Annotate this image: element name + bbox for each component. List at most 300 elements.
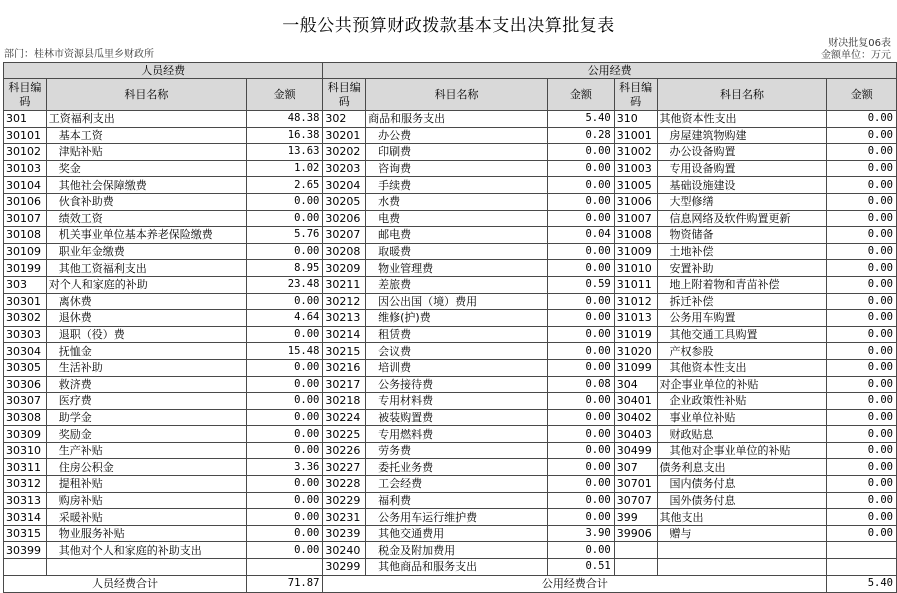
public-b-code-cell: 31020 bbox=[614, 343, 657, 360]
public-a-name-cell: 被装购置费 bbox=[366, 409, 548, 426]
personnel-amount-cell: 1.02 bbox=[246, 160, 322, 177]
personnel-name-cell: 伙食补助费 bbox=[46, 193, 246, 210]
public-b-name-cell: 其他支出 bbox=[657, 509, 827, 526]
public-b-code-cell: 30403 bbox=[614, 426, 657, 443]
personnel-name-cell: 绩效工资 bbox=[46, 210, 246, 227]
public-a-name-cell: 手续费 bbox=[366, 177, 548, 194]
public-a-name-cell: 因公出国（境）费用 bbox=[366, 293, 548, 310]
report-title: 一般公共预算财政拨款基本支出决算批复表 bbox=[282, 16, 615, 36]
personnel-name-cell: 采暖补贴 bbox=[46, 509, 246, 526]
public-b-name-cell: 办公设备购置 bbox=[657, 144, 827, 161]
public-b-amount-cell bbox=[827, 542, 897, 559]
personnel-section-header: 人员经费 bbox=[4, 63, 323, 79]
table-row bbox=[4, 426, 897, 443]
public-b-code-cell: 31003 bbox=[614, 160, 657, 177]
public-b-name-cell: 债务利息支出 bbox=[657, 459, 827, 476]
public-a-amount-cell: 0.00 bbox=[547, 492, 614, 509]
table-row bbox=[4, 144, 897, 161]
public-b-code-cell: 399 bbox=[614, 509, 657, 526]
public-a-name-cell: 邮电费 bbox=[366, 227, 548, 244]
public-a-code-cell: 30215 bbox=[323, 343, 366, 360]
public-b-name-cell: 房屋建筑物购建 bbox=[657, 127, 827, 144]
public-a-code-cell: 30239 bbox=[323, 525, 366, 542]
column-header-code: 科目编码 bbox=[4, 79, 47, 111]
personnel-amount-cell: 0.00 bbox=[246, 393, 322, 410]
personnel-amount-cell: 5.76 bbox=[246, 227, 322, 244]
public-b-name-cell: 公务用车购置 bbox=[657, 310, 827, 327]
public-a-name-cell: 税金及附加费用 bbox=[366, 542, 548, 559]
table-row bbox=[4, 310, 897, 327]
personnel-name-cell: 工资福利支出 bbox=[46, 111, 246, 128]
personnel-amount-cell: 0.00 bbox=[246, 542, 322, 559]
public-b-code-cell: 31005 bbox=[614, 177, 657, 194]
public-b-amount-cell: 0.00 bbox=[827, 160, 897, 177]
public-b-amount-cell: 0.00 bbox=[827, 359, 897, 376]
personnel-amount-cell: 2.65 bbox=[246, 177, 322, 194]
public-b-amount-cell: 0.00 bbox=[827, 459, 897, 476]
public-a-code-cell: 30203 bbox=[323, 160, 366, 177]
personnel-name-cell: 机关事业单位基本养老保险缴费 bbox=[46, 227, 246, 244]
public-a-amount-cell: 0.00 bbox=[547, 144, 614, 161]
public-b-amount-cell: 0.00 bbox=[827, 326, 897, 343]
public-b-name-cell: 产权参股 bbox=[657, 343, 827, 360]
personnel-code-cell: 30304 bbox=[4, 343, 47, 360]
public-a-amount-cell: 5.40 bbox=[547, 111, 614, 128]
personnel-amount-cell: 3.36 bbox=[246, 459, 322, 476]
public-b-amount-cell: 0.00 bbox=[827, 111, 897, 128]
public-a-amount-cell: 0.00 bbox=[547, 177, 614, 194]
personnel-code-cell: 30108 bbox=[4, 227, 47, 244]
public-a-name-cell: 专用材料费 bbox=[366, 393, 548, 410]
public-a-amount-cell: 0.00 bbox=[547, 343, 614, 360]
personnel-name-cell: 退休费 bbox=[46, 310, 246, 327]
public-a-amount-cell: 0.00 bbox=[547, 359, 614, 376]
public-b-name-cell: 其他交通工具购置 bbox=[657, 326, 827, 343]
public-a-code-cell: 30213 bbox=[323, 310, 366, 327]
public-b-code-cell: 31011 bbox=[614, 276, 657, 293]
column-header-name: 科目名称 bbox=[46, 79, 246, 111]
personnel-code-cell: 30106 bbox=[4, 193, 47, 210]
public-a-amount-cell: 0.00 bbox=[547, 409, 614, 426]
public-a-name-cell: 公务接待费 bbox=[366, 376, 548, 393]
personnel-code-cell: 30199 bbox=[4, 260, 47, 277]
personnel-code-cell: 30303 bbox=[4, 326, 47, 343]
public-a-name-cell: 租赁费 bbox=[366, 326, 548, 343]
public-a-name-cell: 水费 bbox=[366, 193, 548, 210]
public-b-name-cell: 大型修缮 bbox=[657, 193, 827, 210]
public-a-amount-cell: 0.00 bbox=[547, 426, 614, 443]
personnel-name-cell: 退职（役）费 bbox=[46, 326, 246, 343]
public-a-name-cell: 商品和服务支出 bbox=[366, 111, 548, 128]
public-b-name-cell: 其他对企事业单位的补贴 bbox=[657, 442, 827, 459]
public-b-amount-cell: 0.00 bbox=[827, 127, 897, 144]
public-a-amount-cell: 0.00 bbox=[547, 160, 614, 177]
public-a-amount-cell: 0.59 bbox=[547, 276, 614, 293]
public-a-code-cell: 30229 bbox=[323, 492, 366, 509]
personnel-amount-cell: 0.00 bbox=[246, 193, 322, 210]
public-b-code-cell: 30499 bbox=[614, 442, 657, 459]
column-header-amount: 金额 bbox=[547, 79, 614, 111]
public-a-code-cell: 30212 bbox=[323, 293, 366, 310]
public-b-amount-cell: 0.00 bbox=[827, 426, 897, 443]
public-b-amount-cell: 0.00 bbox=[827, 409, 897, 426]
public-a-name-cell: 工会经费 bbox=[366, 476, 548, 493]
public-b-code-cell: 30707 bbox=[614, 492, 657, 509]
public-a-code-cell: 30216 bbox=[323, 359, 366, 376]
public-a-amount-cell: 0.00 bbox=[547, 542, 614, 559]
personnel-amount-cell: 16.38 bbox=[246, 127, 322, 144]
column-header-name: 科目名称 bbox=[657, 79, 827, 111]
public-b-code-cell: 39906 bbox=[614, 525, 657, 542]
public-a-name-cell: 劳务费 bbox=[366, 442, 548, 459]
personnel-name-cell: 其他社会保障缴费 bbox=[46, 177, 246, 194]
public-b-name-cell: 财政贴息 bbox=[657, 426, 827, 443]
public-b-amount-cell: 0.00 bbox=[827, 376, 897, 393]
public-a-code-cell: 30228 bbox=[323, 476, 366, 493]
personnel-code-cell: 30314 bbox=[4, 509, 47, 526]
table-row bbox=[4, 210, 897, 227]
personnel-name-cell: 职业年金缴费 bbox=[46, 243, 246, 260]
personnel-name-cell: 奖励金 bbox=[46, 426, 246, 443]
table-row bbox=[4, 509, 897, 526]
public-b-name-cell: 事业单位补贴 bbox=[657, 409, 827, 426]
personnel-code-cell: 30104 bbox=[4, 177, 47, 194]
public-a-code-cell: 30226 bbox=[323, 442, 366, 459]
public-b-code-cell: 304 bbox=[614, 376, 657, 393]
table-row bbox=[4, 177, 897, 194]
personnel-amount-cell: 0.00 bbox=[246, 243, 322, 260]
personnel-name-cell: 助学金 bbox=[46, 409, 246, 426]
public-a-amount-cell: 3.90 bbox=[547, 525, 614, 542]
public-a-name-cell: 办公费 bbox=[366, 127, 548, 144]
public-a-name-cell: 委托业务费 bbox=[366, 459, 548, 476]
public-a-name-cell: 公务用车运行维护费 bbox=[366, 509, 548, 526]
personnel-amount-cell: 0.00 bbox=[246, 509, 322, 526]
public-b-code-cell: 31008 bbox=[614, 227, 657, 244]
public-b-code-cell bbox=[614, 542, 657, 559]
personnel-code-cell: 30315 bbox=[4, 525, 47, 542]
public-b-code-cell: 310 bbox=[614, 111, 657, 128]
column-header-amount: 金额 bbox=[246, 79, 322, 111]
public-a-code-cell: 302 bbox=[323, 111, 366, 128]
personnel-code-cell: 30310 bbox=[4, 442, 47, 459]
personnel-name-cell: 住房公积金 bbox=[46, 459, 246, 476]
public-a-amount-cell: 0.00 bbox=[547, 326, 614, 343]
public-b-code-cell: 30402 bbox=[614, 409, 657, 426]
personnel-code-cell: 30399 bbox=[4, 542, 47, 559]
personnel-code-cell: 30308 bbox=[4, 409, 47, 426]
public-a-code-cell: 30207 bbox=[323, 227, 366, 244]
public-a-name-cell: 印刷费 bbox=[366, 144, 548, 161]
public-b-amount-cell: 0.00 bbox=[827, 442, 897, 459]
personnel-amount-cell: 4.64 bbox=[246, 310, 322, 327]
personnel-amount-cell bbox=[246, 559, 322, 576]
table-row bbox=[4, 260, 897, 277]
column-header-name: 科目名称 bbox=[366, 79, 548, 111]
public-b-amount-cell: 0.00 bbox=[827, 276, 897, 293]
table-row bbox=[4, 326, 897, 343]
public-a-name-cell: 专用燃料费 bbox=[366, 426, 548, 443]
public-total-label: 公用经费合计 bbox=[323, 575, 827, 592]
public-b-name-cell: 其他资本性支出 bbox=[657, 111, 827, 128]
public-b-amount-cell: 0.00 bbox=[827, 310, 897, 327]
personnel-amount-cell: 15.48 bbox=[246, 343, 322, 360]
personnel-amount-cell: 0.00 bbox=[246, 326, 322, 343]
public-b-name-cell: 国内债务付息 bbox=[657, 476, 827, 493]
personnel-name-cell: 其他工资福利支出 bbox=[46, 260, 246, 277]
table-row bbox=[4, 476, 897, 493]
personnel-code-cell: 30311 bbox=[4, 459, 47, 476]
public-a-amount-cell: 0.28 bbox=[547, 127, 614, 144]
public-b-code-cell: 307 bbox=[614, 459, 657, 476]
public-b-name-cell: 地上附着物和青苗补偿 bbox=[657, 276, 827, 293]
public-a-name-cell: 电费 bbox=[366, 210, 548, 227]
public-a-amount-cell: 0.00 bbox=[547, 293, 614, 310]
personnel-code-cell: 30309 bbox=[4, 426, 47, 443]
public-a-code-cell: 30205 bbox=[323, 193, 366, 210]
table-row bbox=[4, 276, 897, 293]
public-b-code-cell: 31010 bbox=[614, 260, 657, 277]
public-a-amount-cell: 0.00 bbox=[547, 459, 614, 476]
public-b-amount-cell: 0.00 bbox=[827, 343, 897, 360]
column-header-code: 科目编码 bbox=[614, 79, 657, 111]
personnel-name-cell bbox=[46, 559, 246, 576]
public-b-name-cell: 企业政策性补贴 bbox=[657, 393, 827, 410]
personnel-amount-cell: 13.63 bbox=[246, 144, 322, 161]
personnel-code-cell: 301 bbox=[4, 111, 47, 128]
personnel-name-cell: 生产补贴 bbox=[46, 442, 246, 459]
table-row bbox=[4, 393, 897, 410]
public-b-name-cell: 专用设备购置 bbox=[657, 160, 827, 177]
personnel-code-cell: 303 bbox=[4, 276, 47, 293]
public-a-code-cell: 30201 bbox=[323, 127, 366, 144]
public-a-amount-cell: 0.00 bbox=[547, 393, 614, 410]
public-a-amount-cell: 0.00 bbox=[547, 193, 614, 210]
public-b-code-cell: 31099 bbox=[614, 359, 657, 376]
public-b-name-cell: 其他资本性支出 bbox=[657, 359, 827, 376]
public-b-name-cell: 赠与 bbox=[657, 525, 827, 542]
personnel-name-cell: 奖金 bbox=[46, 160, 246, 177]
public-a-code-cell: 30214 bbox=[323, 326, 366, 343]
public-a-code-cell: 30208 bbox=[323, 243, 366, 260]
personnel-code-cell: 30103 bbox=[4, 160, 47, 177]
personnel-amount-cell: 0.00 bbox=[246, 293, 322, 310]
public-b-amount-cell: 0.00 bbox=[827, 393, 897, 410]
personnel-code-cell: 30302 bbox=[4, 310, 47, 327]
public-a-amount-cell: 0.00 bbox=[547, 509, 614, 526]
personnel-name-cell: 对个人和家庭的补助 bbox=[46, 276, 246, 293]
personnel-amount-cell: 0.00 bbox=[246, 426, 322, 443]
table-row bbox=[4, 442, 897, 459]
public-a-code-cell: 30240 bbox=[323, 542, 366, 559]
public-b-amount-cell: 0.00 bbox=[827, 227, 897, 244]
personnel-amount-cell: 0.00 bbox=[246, 409, 322, 426]
public-a-code-cell: 30299 bbox=[323, 559, 366, 576]
personnel-code-cell: 30312 bbox=[4, 476, 47, 493]
public-b-code-cell: 31019 bbox=[614, 326, 657, 343]
public-a-amount-cell: 0.51 bbox=[547, 559, 614, 576]
public-a-code-cell: 30218 bbox=[323, 393, 366, 410]
public-a-code-cell: 30209 bbox=[323, 260, 366, 277]
public-b-code-cell: 31002 bbox=[614, 144, 657, 161]
public-a-name-cell: 咨询费 bbox=[366, 160, 548, 177]
public-a-name-cell: 物业管理费 bbox=[366, 260, 548, 277]
table-row bbox=[4, 193, 897, 210]
public-b-amount-cell: 0.00 bbox=[827, 476, 897, 493]
public-a-amount-cell: 0.00 bbox=[547, 243, 614, 260]
table-row bbox=[4, 127, 897, 144]
public-a-code-cell: 30217 bbox=[323, 376, 366, 393]
personnel-name-cell: 救济费 bbox=[46, 376, 246, 393]
personnel-amount-cell: 0.00 bbox=[246, 359, 322, 376]
form-number: 财决批复06表 bbox=[828, 38, 891, 49]
public-b-name-cell: 信息网络及软件购置更新 bbox=[657, 210, 827, 227]
personnel-name-cell: 提租补贴 bbox=[46, 476, 246, 493]
public-b-name-cell: 基础设施建设 bbox=[657, 177, 827, 194]
public-b-amount-cell bbox=[827, 559, 897, 576]
public-a-code-cell: 30225 bbox=[323, 426, 366, 443]
personnel-name-cell: 基本工资 bbox=[46, 127, 246, 144]
public-b-code-cell: 31009 bbox=[614, 243, 657, 260]
public-a-name-cell: 会议费 bbox=[366, 343, 548, 360]
personnel-code-cell: 30301 bbox=[4, 293, 47, 310]
department-label: 部门：桂林市资源县瓜里乡财政所 bbox=[4, 49, 154, 60]
personnel-code-cell: 30107 bbox=[4, 210, 47, 227]
personnel-amount-cell: 0.00 bbox=[246, 376, 322, 393]
public-a-name-cell: 差旅费 bbox=[366, 276, 548, 293]
table-row bbox=[4, 227, 897, 244]
personnel-name-cell: 抚恤金 bbox=[46, 343, 246, 360]
public-b-code-cell: 31007 bbox=[614, 210, 657, 227]
public-b-amount-cell: 0.00 bbox=[827, 210, 897, 227]
public-a-amount-cell: 0.00 bbox=[547, 260, 614, 277]
public-a-name-cell: 其他商品和服务支出 bbox=[366, 559, 548, 576]
column-header-amount: 金额 bbox=[827, 79, 897, 111]
public-b-code-cell: 31012 bbox=[614, 293, 657, 310]
public-b-name-cell bbox=[657, 542, 827, 559]
totals-row bbox=[4, 575, 897, 592]
table-row bbox=[4, 343, 897, 360]
public-a-name-cell: 其他交通费用 bbox=[366, 525, 548, 542]
public-a-amount-cell: 0.00 bbox=[547, 210, 614, 227]
personnel-amount-cell: 23.48 bbox=[246, 276, 322, 293]
public-b-name-cell bbox=[657, 559, 827, 576]
personnel-amount-cell: 8.95 bbox=[246, 260, 322, 277]
table-row bbox=[4, 542, 897, 559]
public-total-amount: 5.40 bbox=[827, 575, 897, 592]
public-a-code-cell: 30211 bbox=[323, 276, 366, 293]
personnel-name-cell: 生活补助 bbox=[46, 359, 246, 376]
public-b-amount-cell: 0.00 bbox=[827, 492, 897, 509]
public-b-code-cell: 31006 bbox=[614, 193, 657, 210]
public-b-amount-cell: 0.00 bbox=[827, 177, 897, 194]
public-a-name-cell: 培训费 bbox=[366, 359, 548, 376]
personnel-name-cell: 其他对个人和家庭的补助支出 bbox=[46, 542, 246, 559]
column-header-code: 科目编码 bbox=[323, 79, 366, 111]
table-row bbox=[4, 293, 897, 310]
table-row bbox=[4, 111, 897, 128]
public-b-name-cell: 国外债务付息 bbox=[657, 492, 827, 509]
table-row bbox=[4, 160, 897, 177]
public-b-code-cell: 31013 bbox=[614, 310, 657, 327]
public-a-amount-cell: 0.00 bbox=[547, 310, 614, 327]
personnel-amount-cell: 0.00 bbox=[246, 442, 322, 459]
personnel-name-cell: 购房补贴 bbox=[46, 492, 246, 509]
public-a-code-cell: 30202 bbox=[323, 144, 366, 161]
public-b-name-cell: 土地补偿 bbox=[657, 243, 827, 260]
public-b-amount-cell: 0.00 bbox=[827, 144, 897, 161]
public-a-name-cell: 福利费 bbox=[366, 492, 548, 509]
public-b-amount-cell: 0.00 bbox=[827, 260, 897, 277]
public-b-amount-cell: 0.00 bbox=[827, 293, 897, 310]
personnel-code-cell: 30109 bbox=[4, 243, 47, 260]
public-b-code-cell: 31001 bbox=[614, 127, 657, 144]
personnel-code-cell: 30313 bbox=[4, 492, 47, 509]
personnel-amount-cell: 0.00 bbox=[246, 210, 322, 227]
public-a-amount-cell: 0.04 bbox=[547, 227, 614, 244]
public-a-code-cell: 30224 bbox=[323, 409, 366, 426]
table-row bbox=[4, 525, 897, 542]
personnel-total-label: 人员经费合计 bbox=[4, 575, 247, 592]
personnel-name-cell: 离休费 bbox=[46, 293, 246, 310]
public-a-amount-cell: 0.00 bbox=[547, 442, 614, 459]
personnel-amount-cell: 0.00 bbox=[246, 492, 322, 509]
personnel-total-amount: 71.87 bbox=[246, 575, 322, 592]
public-b-name-cell: 对企事业单位的补贴 bbox=[657, 376, 827, 393]
personnel-name-cell: 物业服务补贴 bbox=[46, 525, 246, 542]
table-row bbox=[4, 492, 897, 509]
public-a-code-cell: 30227 bbox=[323, 459, 366, 476]
table-row bbox=[4, 359, 897, 376]
personnel-code-cell: 30102 bbox=[4, 144, 47, 161]
public-a-name-cell: 取暖费 bbox=[366, 243, 548, 260]
table-row bbox=[4, 459, 897, 476]
personnel-code-cell: 30307 bbox=[4, 393, 47, 410]
public-a-amount-cell: 0.00 bbox=[547, 476, 614, 493]
table-row bbox=[4, 559, 897, 576]
expenditure-table bbox=[3, 62, 897, 593]
public-b-code-cell bbox=[614, 559, 657, 576]
personnel-code-cell: 30101 bbox=[4, 127, 47, 144]
personnel-code-cell: 30306 bbox=[4, 376, 47, 393]
public-b-name-cell: 拆迁补偿 bbox=[657, 293, 827, 310]
public-a-amount-cell: 0.08 bbox=[547, 376, 614, 393]
table-row bbox=[4, 409, 897, 426]
public-b-amount-cell: 0.00 bbox=[827, 509, 897, 526]
public-b-amount-cell: 0.00 bbox=[827, 525, 897, 542]
personnel-amount-cell: 0.00 bbox=[246, 525, 322, 542]
table-row bbox=[4, 243, 897, 260]
public-a-name-cell: 维修(护)费 bbox=[366, 310, 548, 327]
personnel-code-cell bbox=[4, 559, 47, 576]
public-b-amount-cell: 0.00 bbox=[827, 193, 897, 210]
public-section-header: 公用经费 bbox=[323, 63, 897, 79]
public-b-code-cell: 30701 bbox=[614, 476, 657, 493]
personnel-name-cell: 津贴补贴 bbox=[46, 144, 246, 161]
public-b-amount-cell: 0.00 bbox=[827, 243, 897, 260]
public-a-code-cell: 30204 bbox=[323, 177, 366, 194]
personnel-code-cell: 30305 bbox=[4, 359, 47, 376]
amount-unit: 金额单位：万元 bbox=[821, 50, 891, 61]
personnel-amount-cell: 0.00 bbox=[246, 476, 322, 493]
public-a-code-cell: 30206 bbox=[323, 210, 366, 227]
personnel-name-cell: 医疗费 bbox=[46, 393, 246, 410]
public-a-code-cell: 30231 bbox=[323, 509, 366, 526]
table-row bbox=[4, 376, 897, 393]
personnel-amount-cell: 48.38 bbox=[246, 111, 322, 128]
public-b-name-cell: 物资储备 bbox=[657, 227, 827, 244]
public-b-code-cell: 30401 bbox=[614, 393, 657, 410]
